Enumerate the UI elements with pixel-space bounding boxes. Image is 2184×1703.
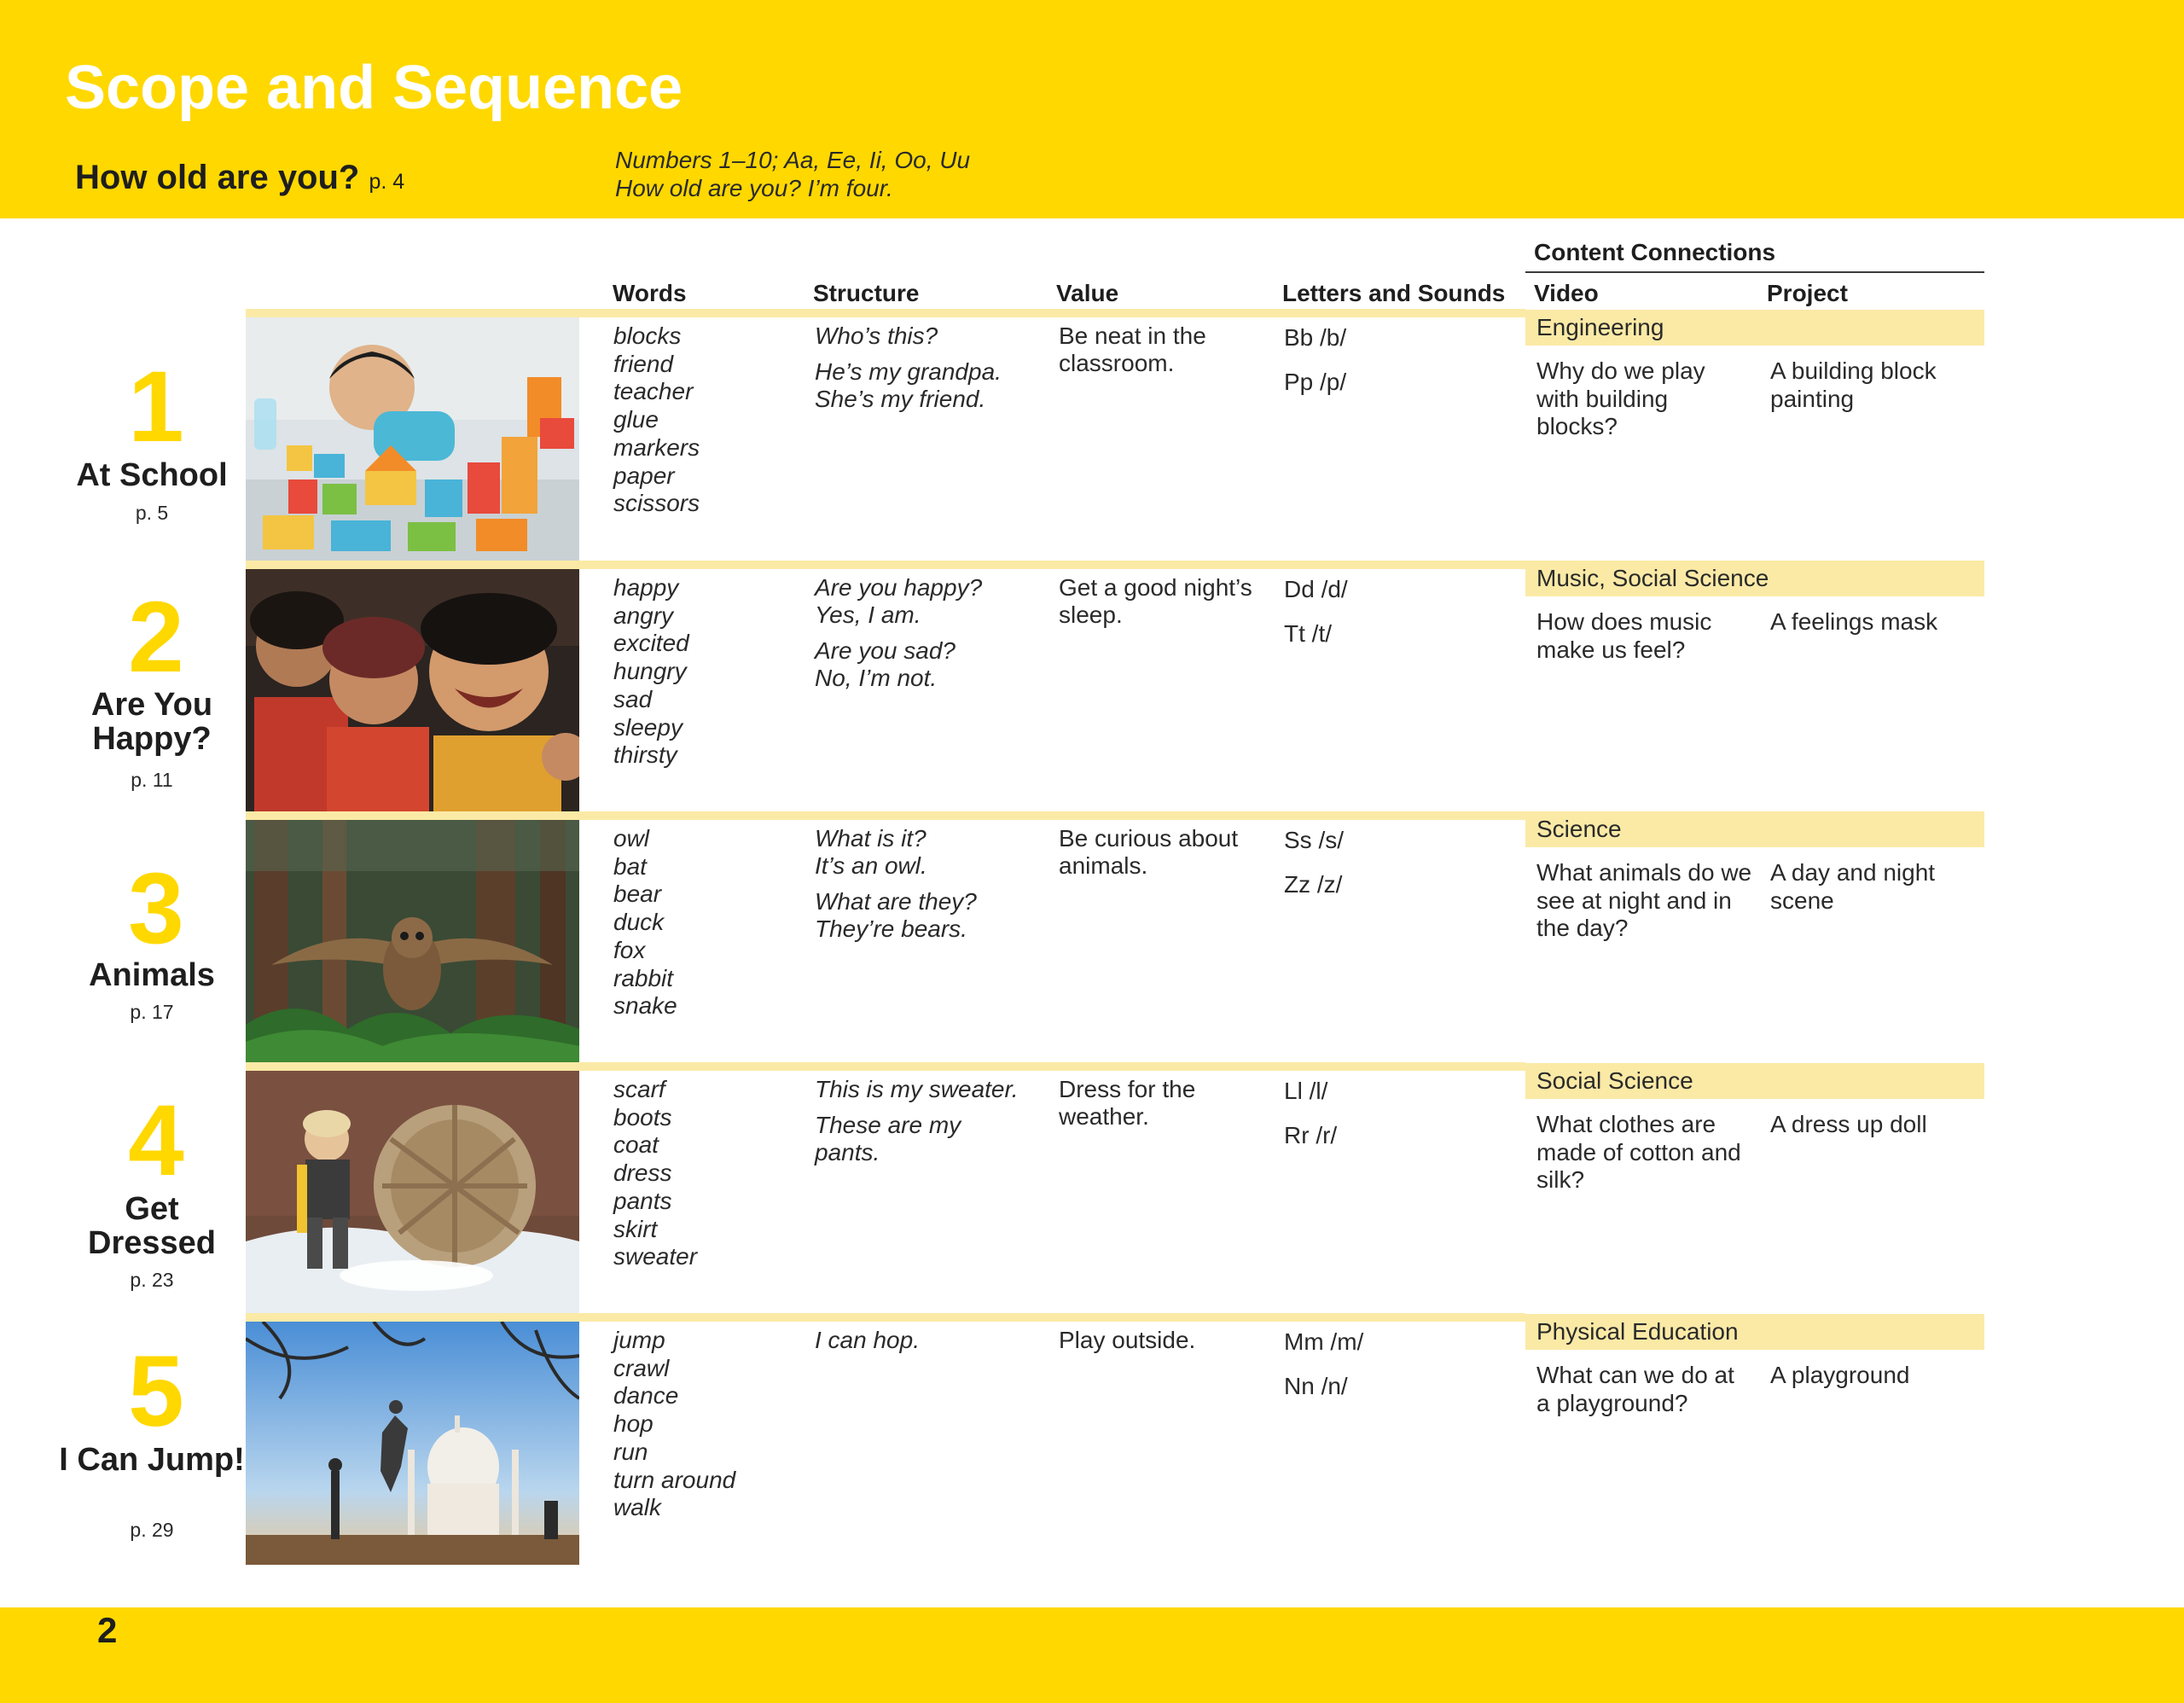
word: turn around [613,1466,736,1493]
structure-line: pants. [815,1139,880,1165]
word: sleepy [613,713,682,741]
unit-subject: Physical Education [1536,1318,1739,1345]
unit-video: How does music make us feel? [1536,608,1712,663]
structure-line: Are you happy? [815,574,983,601]
unit-value: Dress for the weather. [1059,1076,1196,1130]
column-header-letters: Letters and Sounds [1282,280,1506,306]
structure-line: What are they? [815,888,977,915]
word: angry [613,602,674,629]
unit-project: A building block painting [1770,357,1937,412]
unit-subject: Science [1536,816,1622,842]
unit-number: 3 [128,852,184,965]
word: blocks [613,323,682,349]
word: hop [613,1410,653,1438]
letter-sound: Rr /r/ [1284,1122,1338,1148]
unit-page: p. 29 [130,1519,174,1541]
letter-sound: Ll /l/ [1284,1078,1328,1104]
unit-title: Animals [89,957,215,993]
word: friend [613,350,674,377]
unit-subject: Social Science [1536,1067,1693,1094]
structure-line: I can hop. [815,1327,920,1353]
unit-value: Be curious about animals. [1059,825,1239,879]
laughing-children-photo [246,569,579,812]
unit-structure [815,323,1002,421]
unit-title: Are You Happy? [90,687,213,757]
word: skirt [613,1215,658,1242]
word: jump [613,1327,665,1353]
word: glue [613,406,659,433]
intro-unit-title [75,159,404,197]
unit-letters [1284,576,1348,665]
unit-separator [246,1062,1525,1071]
unit-letters [1284,827,1344,915]
child-with-blocks-photo [246,317,579,561]
word: paper [613,462,675,489]
unit-words [613,323,700,518]
word: teacher [613,378,694,405]
column-header-video: Video [1534,280,1599,306]
unit-letters [1284,1078,1337,1166]
unit-page: p. 11 [131,769,173,791]
unit-project: A feelings mask [1770,608,1938,635]
unit-video: Why do we play with building blocks? [1536,357,1705,439]
unit-structure [815,1076,1019,1175]
unit-title: I Can Jump! [59,1442,245,1478]
word: fox [613,936,646,963]
unit-title: Get Dressed [88,1191,216,1261]
word: dance [613,1382,679,1409]
word: walk [613,1494,662,1521]
unit-words [613,574,689,770]
letter-sound: Pp /p/ [1284,369,1347,395]
page-number: 2 [97,1610,118,1650]
unit-value: Get a good night’s sleep. [1059,574,1252,628]
unit-page: p. 23 [130,1269,174,1291]
word: owl [613,825,650,852]
page-title: Scope and Sequence [65,54,683,122]
structure-line: These are my [815,1112,961,1138]
word: dress [613,1160,672,1187]
letter-sound: Mm /m/ [1284,1328,1364,1355]
word: scarf [613,1076,665,1102]
structure-line: Are you sad? [815,637,956,664]
unit-value: Be neat in the classroom. [1059,323,1206,376]
unit-page: p. 5 [135,502,169,524]
letter-sound: Bb /b/ [1284,324,1347,351]
unit-structure [815,574,982,700]
unit-project: A day and night scene [1770,859,1936,914]
unit-subject: Engineering [1536,314,1664,340]
word: bear [613,881,662,908]
boy-and-dog-in-snow-photo [246,1071,579,1314]
column-header-project: Project [1767,280,1848,306]
column-header-value: Value [1056,280,1119,306]
unit-value: Play outside. [1059,1327,1196,1353]
structure-line: What is it? [815,825,926,852]
unit-project: A dress up doll [1770,1111,1927,1137]
jumping-near-taj-mahal-photo [246,1322,579,1565]
word: excited [613,630,689,657]
unit-title: At School [76,457,228,493]
unit-video: What animals do we see at night and in the day? [1536,859,1752,941]
word: happy [613,574,679,601]
word: duck [613,909,665,936]
letter-sound: Ss /s/ [1284,827,1345,853]
unit-subject: Music, Social Science [1536,565,1769,591]
unit-separator [246,1313,1525,1322]
word: markers [613,433,700,461]
word: coat [613,1131,659,1159]
unit-number: 1 [128,351,184,463]
unit-structure [815,1327,920,1363]
unit-separator [246,811,1525,820]
unit-words [613,1327,735,1522]
unit-number: 2 [128,581,184,694]
column-header-structure: Structure [813,280,920,306]
intro-unit-page: p. 4 [369,170,405,194]
unit-number: 4 [128,1084,184,1197]
unit-separator [246,309,1525,317]
structure-line: Yes, I am. [815,602,921,628]
word: rabbit [613,964,674,991]
owl-in-forest-photo [246,820,579,1063]
word: hungry [613,658,687,685]
structure-line: No, I’m not. [815,665,938,691]
unit-words [613,825,677,1020]
intro-unit-content [615,146,970,202]
letter-sound: Nn /n/ [1284,1373,1348,1399]
word: boots [613,1103,672,1130]
word: bat [613,852,647,880]
column-header-words: Words [613,280,687,306]
structure-line: This is my sweater. [815,1076,1019,1102]
letter-sound: Zz /z/ [1284,871,1343,898]
word: sweater [613,1243,698,1270]
unit-project: A playground [1770,1362,1910,1388]
column-header-content-connections: Content Connections [1534,239,1776,265]
structure-line: He’s my grandpa. [815,358,1002,385]
unit-number: 5 [128,1335,184,1448]
intro-unit-title-text: How old are you? [75,159,360,196]
intro-line: Numbers 1–10; Aa, Ee, Ii, Oo, Uu [615,147,971,173]
letter-sound: Dd /d/ [1284,576,1348,602]
word: crawl [613,1354,670,1381]
word: sad [613,685,653,712]
word: run [613,1438,648,1465]
word: thirsty [613,741,677,769]
unit-words [613,1076,697,1271]
word: scissors [613,490,700,517]
letter-sound: Tt /t/ [1284,620,1332,647]
structure-line: She’s my friend. [815,386,986,412]
unit-letters [1284,324,1346,413]
content-connections-rule [1525,271,1984,273]
unit-page: p. 17 [130,1001,174,1023]
structure-line: Who’s this? [815,323,938,349]
unit-structure [815,825,977,951]
structure-line: It’s an owl. [815,852,927,879]
unit-letters [1284,1328,1363,1417]
unit-video: What can we do at a playground? [1536,1362,1734,1416]
unit-video: What clothes are made of cotton and silk? [1536,1111,1741,1193]
footer-band [0,1607,2184,1703]
unit-separator [246,561,1525,569]
structure-line: They’re bears. [815,915,967,942]
word: pants [613,1187,672,1214]
word: snake [613,992,677,1020]
intro-line: How old are you? I’m four. [615,175,893,201]
